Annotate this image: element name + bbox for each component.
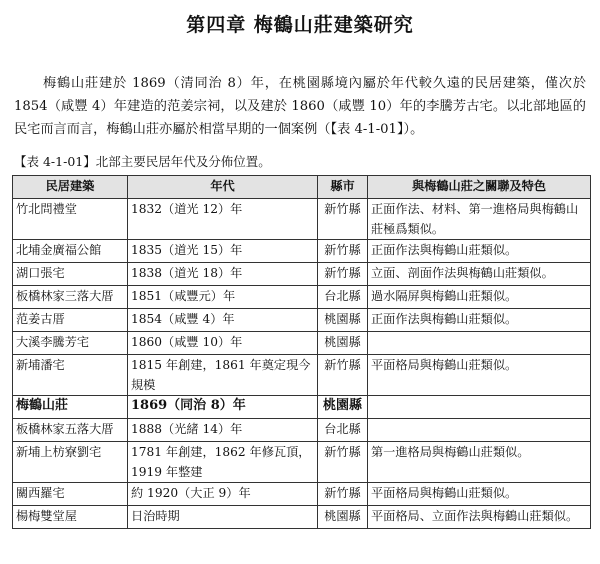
cell-relation [368,396,591,419]
cell-building: 范姜古厝 [13,309,128,332]
header-building: 民居建築 [13,176,128,199]
cell-county: 桃園縣 [318,309,368,332]
table-row [13,309,591,332]
table-row [13,442,591,483]
table-row [13,419,591,442]
cell-relation: 立面、剖面作法與梅鶴山莊類似。 [368,263,591,286]
header-date: 年代 [128,176,318,199]
table-caption: 【表 4-1-01】北部主要民居年代及分佈位置。 [14,154,271,169]
cell-building: 湖口張宅 [13,263,128,286]
cell-relation [368,419,591,442]
cell-county: 桃園縣 [318,506,368,529]
table-row [13,396,591,419]
cell-county: 新竹縣 [318,263,368,286]
cell-date: 1860（咸豐 10）年 [128,332,318,355]
cell-date: 1781 年創建，1862 年修瓦頂，1919 年整建 [128,442,318,483]
cell-building: 新埔上枋寮劉宅 [13,442,128,483]
cell-relation: 正面作法與梅鶴山莊類似。 [368,240,591,263]
cell-date: 日治時期 [128,506,318,529]
cell-building: 楊梅雙堂屋 [13,506,128,529]
cell-relation: 正面作法與梅鶴山莊類似。 [368,309,591,332]
cell-county: 新竹縣 [318,355,368,396]
cell-date: 1854（咸豐 4）年 [128,309,318,332]
cell-relation [368,332,591,355]
cell-relation: 過水隔屏與梅鶴山莊類似。 [368,286,591,309]
cell-relation: 第一進格局與梅鶴山莊類似。 [368,442,591,483]
cell-building: 大溪李騰芳宅 [13,332,128,355]
cell-building: 關西羅宅 [13,483,128,506]
cell-county: 桃園縣 [318,332,368,355]
cell-relation: 平面格局、立面作法與梅鶴山莊類似。 [368,506,591,529]
cell-relation: 平面格局與梅鶴山莊類似。 [368,483,591,506]
cell-relation: 正面作法、材料、第一進格局與梅鶴山莊極爲類似。 [368,199,591,240]
header-county: 縣市 [318,176,368,199]
cell-date: 1888（光緒 14）年 [128,419,318,442]
cell-building: 梅鶴山莊 [13,396,128,419]
table-row [13,483,591,506]
cell-county: 新竹縣 [318,442,368,483]
dwellings-table [12,175,591,529]
cell-building: 板橋林家三落大厝 [13,286,128,309]
cell-county: 新竹縣 [318,240,368,263]
table-row [13,199,591,240]
table-header-row [13,176,591,199]
header-relation: 與梅鶴山莊之關聯及特色 [368,176,591,199]
cell-county: 台北縣 [318,419,368,442]
table-row [13,332,591,355]
chapter-title: 第四章 梅鶴山莊建築研究 [186,14,414,36]
table-row [13,263,591,286]
cell-relation: 平面格局與梅鶴山莊類似。 [368,355,591,396]
cell-date: 1838（道光 18）年 [128,263,318,286]
cell-building: 新埔潘宅 [13,355,128,396]
cell-building: 竹北問禮堂 [13,199,128,240]
intro-paragraph: 梅鶴山莊建於 1869（清同治 8）年，在桃園縣境內屬於年代較久遠的民居建築，僅次於 1854（咸豐 4）年建造的范姜宗祠，以及建於 1860（咸豐 10）年的李騰芳古宅。以北部地區的民宅而言而言，梅鶴山莊亦屬於相當早期的一個案例（【表 4-1-01】）。 [14,76,586,137]
cell-date: 約 1920（大正 9）年 [128,483,318,506]
table-row [13,506,591,529]
cell-county: 新竹縣 [318,483,368,506]
table-row [13,286,591,309]
cell-building: 北埔金廣福公館 [13,240,128,263]
cell-county: 新竹縣 [318,199,368,240]
table-row [13,355,591,396]
cell-date: 1851（咸豐元）年 [128,286,318,309]
cell-county: 桃園縣 [318,396,368,419]
table-row [13,240,591,263]
cell-date: 1832（道光 12）年 [128,199,318,240]
cell-date: 1835（道光 15）年 [128,240,318,263]
cell-date: 1815 年創建，1861 年奠定現今規模 [128,355,318,396]
cell-county: 台北縣 [318,286,368,309]
cell-date: 1869（同治 8）年 [128,396,318,419]
cell-building: 板橋林家五落大厝 [13,419,128,442]
